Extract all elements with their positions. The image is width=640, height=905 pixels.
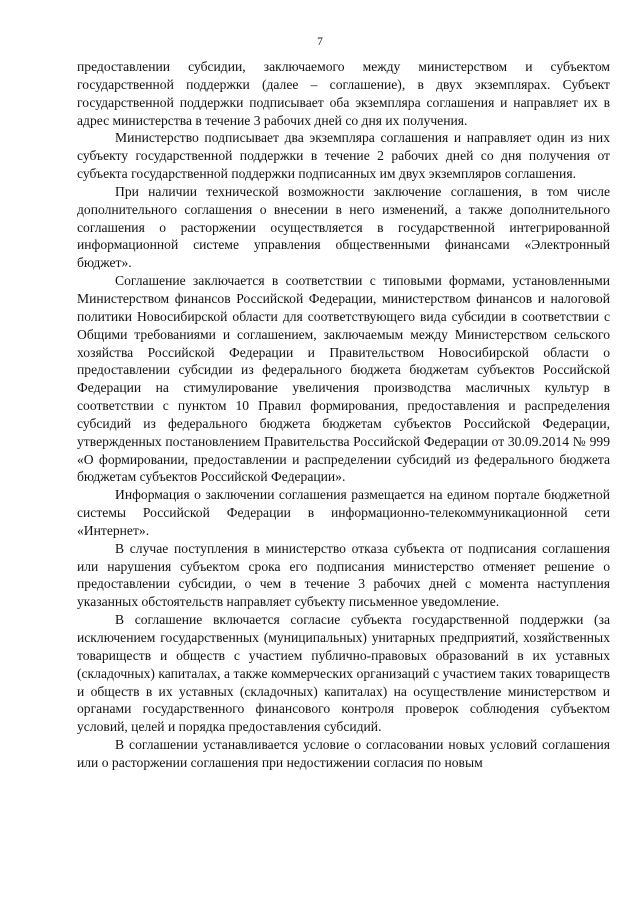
paragraph: При наличии технической возможности заключение соглашения, в том числе дополнительного соглашения о внесении в него изменений, а также дополнительного соглашения о расторжении осуществляется в государственной интегрированной информационной системе управления общественными финансами «Электронный бюджет».: [77, 183, 610, 271]
page-number: 7: [317, 36, 323, 48]
paragraph: Информация о заключении соглашения размещается на едином портале бюджетной системы Российской Федерации в информационно-телекоммуникационной сети «Интернет».: [77, 487, 610, 538]
paragraph: Министерство подписывает два экземпляра соглашения и направляет один из них субъекту государственной поддержки в течение 2 рабочих дней со дня получения от субъекта государственной поддержки подписанных им двух экземпляров соглашения.: [77, 130, 610, 182]
paragraph: В соглашение включается согласие субъекта государственной поддержки (за исключением государственных (муниципальных) унитарных предприятий, хозяйственных товариществ и обществ с участием публично-правовых образований в их уставных (складочных) капиталах, а также коммерческих организаций с участием таких товариществ и обществ в их уставных (складочных) капиталах) на осуществление министерством и органами государственного финансового контроля проверок соблюдения субъектом условий, целей и порядка предоставления субсидий.: [77, 612, 610, 735]
paragraph-continuation: предоставлении субсидии, заключаемого между министерством и субъектом государственной поддержки (далее – соглашение), в двух экземплярах. Субъект государственной поддержки подписывает оба экземпляра соглашения и направляет их в адрес министерства в течение 3 рабочих дней со дня их получения.: [77, 59, 610, 128]
paragraph: В соглашении устанавливается условие о согласовании новых условий соглашения или о расторжении соглашения при недостижении согласия по новым: [77, 737, 610, 770]
paragraph: В случае поступления в министерство отказа субъекта от подписания соглашения или нарушения субъектом срока его подписания министерство отменяет решение о предоставлении субсидии, о чем в течение 3 рабочих дней с момента наступления указанных обстоятельств направляет субъекту письменное уведомление.: [77, 540, 610, 610]
paragraph: Соглашение заключается в соответствии с типовыми формами, установленными Министерством финансов Российской Федерации, министерством финансов и налоговой политики Новосибирской области для соответствующего вида субсидии в соответствии с Общими требованиями и соглашением, заключаемым между Министерством сельского хозяйства Российской Федерации и Правительством Новосибирской области о предоставлении субсидии из федерального бюджета бюджетам субъектов Российской Федерации на стимулирование увеличения производства масличных культур в соответствии с пунктом 10 Правил формирования, предоставления и распределения субсидий из федерального бюджета бюджетам субъектов Российской Федерации, утвержденных постановлением Правительства Российской Федерации от 30.09.2014 № 999 «О формировании, предоставлении и распределении субсидий из федерального бюджета бюджетам субъектов Российской Федерации».: [77, 273, 610, 485]
document-body: [77, 58, 610, 772]
